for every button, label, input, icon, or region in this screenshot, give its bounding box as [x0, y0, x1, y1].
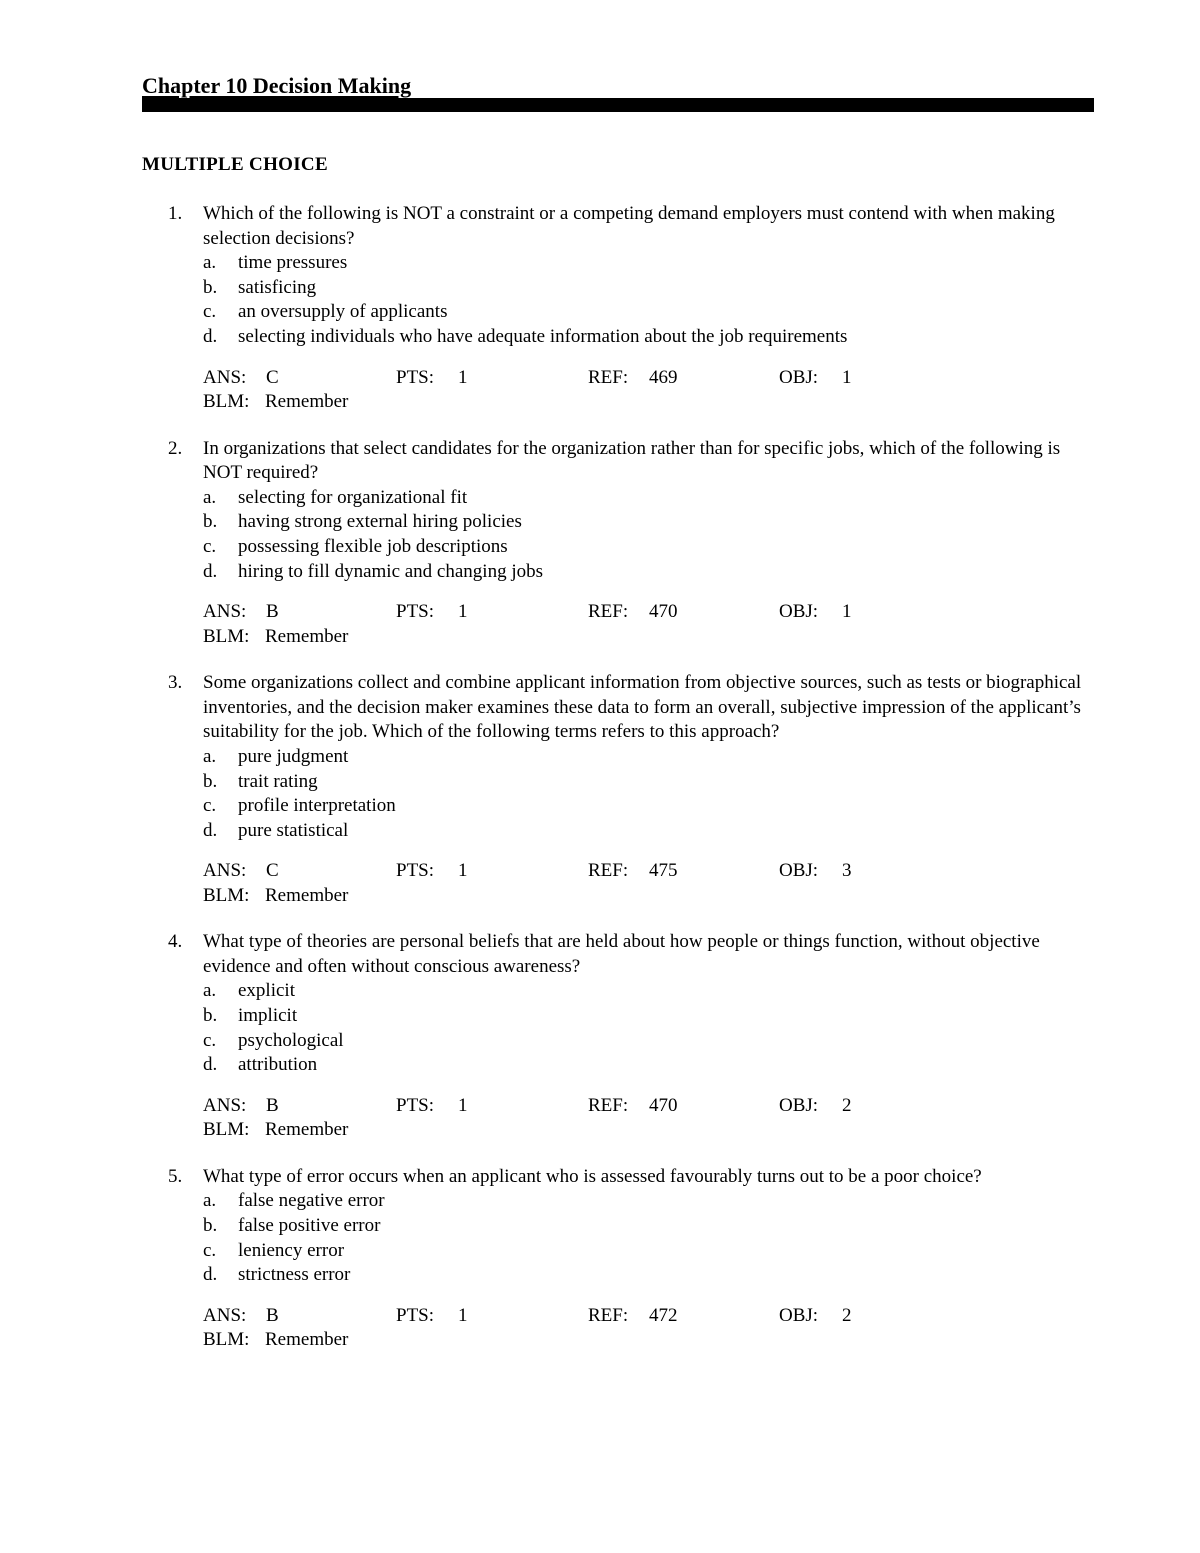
objective-label: OBJ: [779, 601, 819, 623]
question-number: 4. [168, 931, 183, 953]
option-text: time pressures [238, 252, 348, 274]
option-item [203, 1029, 1090, 1054]
option-item [203, 1239, 1090, 1264]
question-stem: What type of error occurs when an applicant who is assessed favourably turns out to be a poor choice? [203, 1165, 982, 1187]
blm-field [203, 884, 349, 909]
blm-value: Remember [265, 1119, 349, 1141]
option-letter: b. [203, 511, 218, 533]
blm-value: Remember [265, 625, 349, 647]
objective-label: OBJ: [779, 860, 819, 882]
points-value: 1 [458, 366, 468, 388]
reference-label: REF: [588, 1304, 629, 1326]
objective-label: OBJ: [779, 1094, 819, 1116]
reference-field [588, 366, 678, 391]
option-item [203, 1214, 1090, 1239]
reference-value: 470 [649, 1094, 678, 1116]
answer-value: B [266, 601, 279, 623]
option-text: attribution [238, 1054, 318, 1076]
answer-field [203, 600, 279, 625]
option-item [203, 1263, 1090, 1288]
option-text: psychological [238, 1029, 344, 1051]
option-item [203, 819, 1090, 844]
answer-label: ANS: [203, 1094, 247, 1116]
points-field [396, 1304, 468, 1329]
answer-metadata [203, 366, 1090, 415]
option-item [203, 486, 1090, 511]
points-label: PTS: [396, 366, 435, 388]
points-field [396, 1094, 468, 1119]
answer-metadata [203, 600, 1090, 649]
question-number: 3. [168, 672, 183, 694]
blm-value: Remember [265, 884, 349, 906]
option-item [203, 794, 1090, 819]
option-letter: d. [203, 325, 218, 347]
points-label: PTS: [396, 601, 435, 623]
option-letter: d. [203, 819, 218, 841]
objective-value: 1 [842, 601, 852, 623]
option-list [203, 1189, 1090, 1287]
reference-label: REF: [588, 1094, 629, 1116]
option-item [203, 1004, 1090, 1029]
question-number: 5. [168, 1165, 183, 1187]
option-text: pure judgment [238, 745, 349, 767]
option-text: leniency error [238, 1239, 345, 1261]
option-letter: a. [203, 486, 217, 508]
option-letter: d. [203, 1264, 218, 1286]
points-label: PTS: [396, 1304, 435, 1326]
option-letter: b. [203, 1215, 218, 1237]
points-value: 1 [458, 1094, 468, 1116]
option-letter: c. [203, 301, 217, 323]
option-text: pure statistical [238, 819, 349, 841]
blm-label: BLM: [203, 1119, 250, 1141]
option-item [203, 979, 1090, 1004]
option-letter: d. [203, 560, 218, 582]
question-stem: Some organizations collect and combine applicant information from objective sources, such as tests or biographical inventories, and the decision maker examines these data to form an overall, subjective impression of the applicant’s suitability for the job. Which of the following terms refers to this approach? [203, 672, 1082, 743]
question-item [0, 202, 1200, 415]
option-text: an oversupply of applicants [238, 301, 448, 323]
points-label: PTS: [396, 860, 435, 882]
points-label: PTS: [396, 1094, 435, 1116]
objective-field [779, 1304, 852, 1329]
blm-label: BLM: [203, 625, 250, 647]
option-text: false positive error [238, 1215, 381, 1237]
option-text: strictness error [238, 1264, 351, 1286]
objective-value: 1 [842, 366, 852, 388]
option-item [203, 251, 1090, 276]
question-stem: In organizations that select candidates for the organization rather than for specific jobs, which of the following is NOT required? [203, 437, 1061, 484]
option-item [203, 1189, 1090, 1214]
option-item [203, 1053, 1090, 1078]
reference-field [588, 859, 678, 884]
points-value: 1 [458, 1304, 468, 1326]
blm-label: BLM: [203, 1329, 250, 1351]
answer-field [203, 366, 279, 391]
title-rule [142, 98, 1094, 112]
reference-value: 469 [649, 366, 678, 388]
question-number: 2. [168, 437, 183, 459]
objective-value: 2 [842, 1094, 852, 1116]
option-list [203, 251, 1090, 349]
option-text: trait rating [238, 770, 318, 792]
reference-field [588, 1304, 678, 1329]
option-text: possessing flexible job descriptions [238, 535, 508, 557]
option-letter: c. [203, 535, 217, 557]
question-item [0, 1165, 1200, 1353]
points-value: 1 [458, 601, 468, 623]
question-list [0, 202, 1200, 1353]
answer-field [203, 1094, 279, 1119]
answer-label: ANS: [203, 860, 247, 882]
points-field [396, 859, 468, 884]
option-text: selecting for organizational fit [238, 486, 468, 508]
objective-label: OBJ: [779, 366, 819, 388]
blm-field [203, 1118, 349, 1143]
chapter-title: Chapter 10 Decision Making [142, 73, 412, 98]
reference-field [588, 1094, 678, 1119]
answer-metadata [203, 1094, 1090, 1143]
reference-label: REF: [588, 366, 629, 388]
option-list [203, 486, 1090, 584]
option-text: having strong external hiring policies [238, 511, 522, 533]
option-list [203, 745, 1090, 843]
blm-field [203, 1328, 349, 1353]
question-item [0, 437, 1200, 650]
option-letter: a. [203, 980, 217, 1002]
points-field [396, 600, 468, 625]
option-item [203, 276, 1090, 301]
option-item [203, 510, 1090, 535]
answer-label: ANS: [203, 601, 247, 623]
option-text: implicit [238, 1005, 298, 1027]
option-text: false negative error [238, 1190, 385, 1212]
answer-label: ANS: [203, 366, 247, 388]
blm-label: BLM: [203, 391, 250, 413]
reference-value: 472 [649, 1304, 678, 1326]
option-letter: a. [203, 745, 217, 767]
points-field [396, 366, 468, 391]
question-stem: Which of the following is NOT a constraint or a competing demand employers must contend with when making selection decisions? [203, 203, 1055, 249]
blm-field [203, 390, 349, 415]
option-letter: b. [203, 1005, 218, 1027]
option-letter: b. [203, 770, 218, 792]
option-letter: a. [203, 1190, 217, 1212]
objective-field [779, 600, 852, 625]
option-item [203, 745, 1090, 770]
answer-field [203, 1304, 279, 1329]
points-value: 1 [458, 860, 468, 882]
objective-value: 3 [842, 860, 852, 882]
reference-label: REF: [588, 860, 629, 882]
option-letter: a. [203, 252, 217, 274]
option-item [203, 325, 1090, 350]
option-text: satisficing [238, 276, 317, 298]
option-item [203, 770, 1090, 795]
option-text: profile interpretation [238, 795, 396, 817]
answer-metadata [203, 859, 1090, 908]
question-number: 1. [168, 203, 183, 224]
option-list [203, 979, 1090, 1077]
option-letter: c. [203, 1239, 217, 1261]
answer-metadata [203, 1304, 1090, 1353]
option-letter: b. [203, 276, 218, 298]
option-text: explicit [238, 980, 295, 1002]
option-letter: c. [203, 795, 217, 817]
blm-field [203, 625, 349, 650]
answer-label: ANS: [203, 1304, 247, 1326]
reference-field [588, 600, 678, 625]
option-text: selecting individuals who have adequate information about the job requirements [238, 325, 848, 347]
objective-field [779, 1094, 852, 1119]
option-letter: c. [203, 1029, 217, 1051]
answer-value: B [266, 1094, 279, 1116]
option-item [203, 300, 1090, 325]
answer-value: C [266, 366, 279, 388]
option-text: hiring to fill dynamic and changing jobs [238, 560, 544, 582]
blm-value: Remember [265, 391, 349, 413]
question-item [0, 930, 1200, 1143]
objective-label: OBJ: [779, 1304, 819, 1326]
question-stem: What type of theories are personal beliefs that are held about how people or things function, without objective evidence and often without conscious awareness? [203, 931, 1040, 977]
reference-label: REF: [588, 601, 629, 623]
section-heading: MULTIPLE CHOICE [142, 154, 328, 175]
reference-value: 470 [649, 601, 678, 623]
answer-field [203, 859, 279, 884]
answer-value: C [266, 860, 279, 882]
option-letter: d. [203, 1054, 218, 1076]
answer-value: B [266, 1304, 279, 1326]
option-item [203, 560, 1090, 585]
blm-label: BLM: [203, 884, 250, 906]
objective-field [779, 859, 852, 884]
objective-field [779, 366, 852, 391]
reference-value: 475 [649, 860, 678, 882]
blm-value: Remember [265, 1329, 349, 1351]
question-item [0, 671, 1200, 908]
objective-value: 2 [842, 1304, 852, 1326]
option-item [203, 535, 1090, 560]
